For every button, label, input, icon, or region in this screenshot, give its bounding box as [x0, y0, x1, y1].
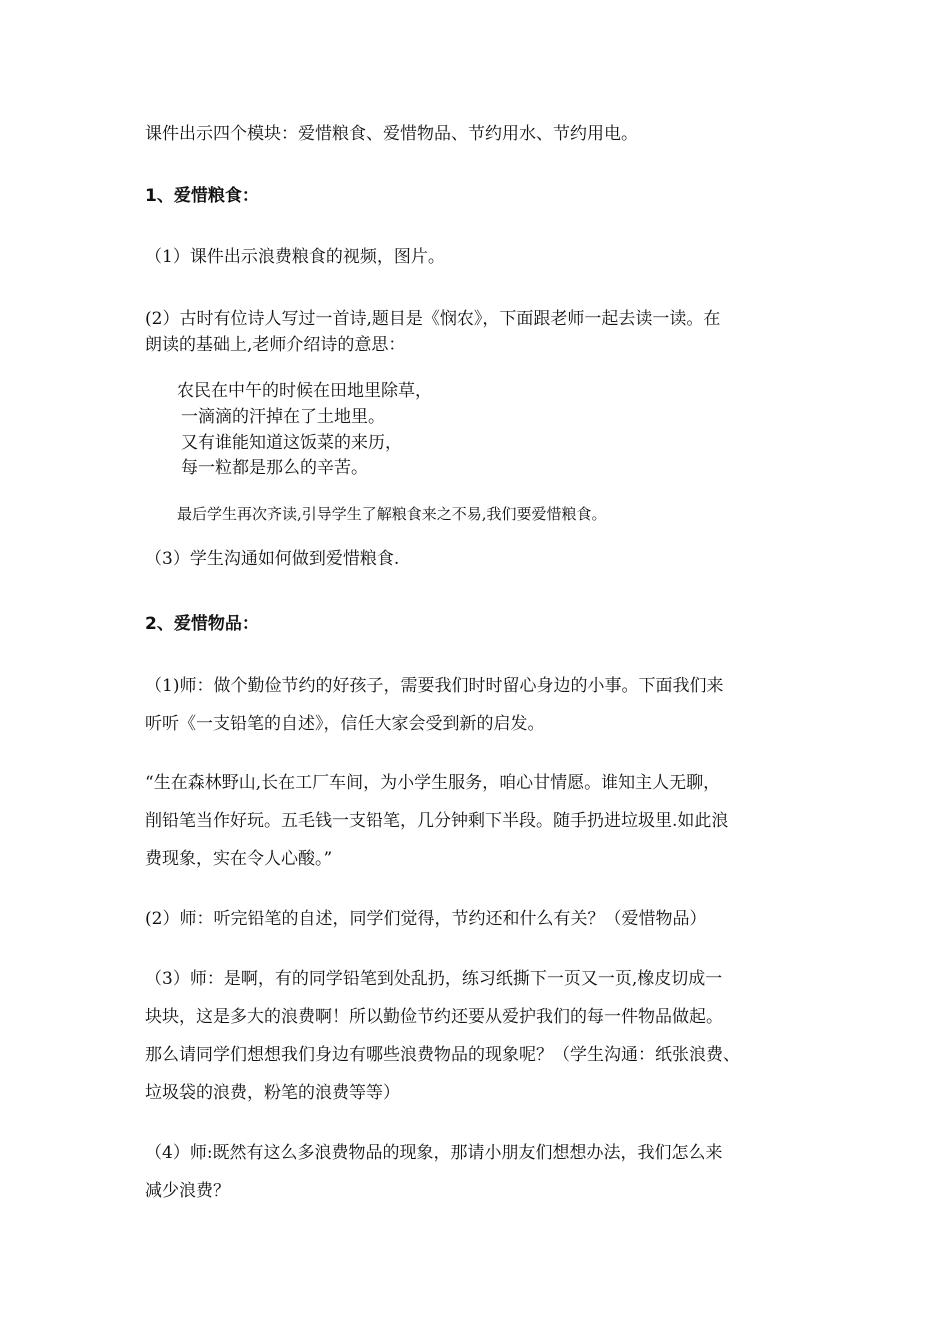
section2-p1-line2: 听听《一支铅笔的自述》，信任大家会受到新的启发。 — [145, 714, 545, 734]
intro-text: 课件出示四个模块：爱惜粮食、爱惜物品、节约用水、节约用电。 — [145, 124, 638, 144]
poem-line-4: 每一粒都是那么的辛苦。 — [181, 458, 368, 478]
section1-p1: （1）课件出示浪费粮食的视频，图片。 — [145, 247, 445, 267]
section1-heading: 1、爱惜粮食： — [145, 186, 259, 206]
section1-p2-line1: (2）古时有位诗人写过一首诗,题目是《悯农》，下面跟老师一起去读一读。在 — [145, 309, 721, 329]
poem-line-2: 一滴滴的汗掉在了土地里。 — [181, 407, 385, 427]
section2-p2: (2）师：听完铅笔的自述，同学们觉得，节约还和什么有关？（爱惜物品） — [145, 909, 707, 929]
section1-p3: （3）学生沟通如何做到爱惜粮食. — [145, 549, 400, 569]
quote-line-1: “生在森林野山,长在工厂车间，为小学生服务，咱心甘情愿。谁知主人无聊， — [145, 773, 721, 793]
section1-note: 最后学生再次齐读,引导学生了解粮食来之不易,我们要爱惜粮食。 — [177, 505, 607, 523]
poem-line-3: 又有谁能知道这饭菜的来历， — [181, 433, 402, 453]
poem-line-1: 农民在中午的时候在田地里除草， — [177, 381, 432, 401]
section1-p2-line2: 朗读的基础上,老师介绍诗的意思： — [145, 335, 406, 355]
section2-p3-line3: 那么请同学们想想我们身边有哪些浪费物品的现象呢？（学生沟通：纸张浪费、 — [145, 1045, 740, 1065]
section2-p3-line1: （3）师：是啊，有的同学铅笔到处乱扔，练习纸撕下一页又一页,橡皮切成一 — [145, 969, 723, 989]
section2-p4-line2: 减少浪费？ — [145, 1181, 230, 1201]
quote-line-3: 费现象，实在令人心酸。” — [145, 849, 333, 869]
section2-p1-line1: （1)师：做个勤俭节约的好孩子，需要我们时时留心身边的小事。下面我们来 — [145, 676, 724, 696]
section2-p4-line1: （4）师:既然有这么多浪费物品的现象，那请小朋友们想想办法，我们怎么来 — [145, 1143, 723, 1163]
section2-heading: 2、爱惜物品： — [145, 614, 259, 634]
section2-p3-line4: 垃圾袋的浪费，粉笔的浪费等等） — [145, 1083, 400, 1103]
quote-line-2: 削铅笔当作好玩。五毛钱一支铅笔，几分钟剩下半段。随手扔进垃圾里.如此浪 — [145, 811, 729, 831]
section2-p3-line2: 块块，这是多大的浪费啊！所以勤俭节约还要从爱护我们的每一件物品做起。 — [145, 1007, 723, 1027]
